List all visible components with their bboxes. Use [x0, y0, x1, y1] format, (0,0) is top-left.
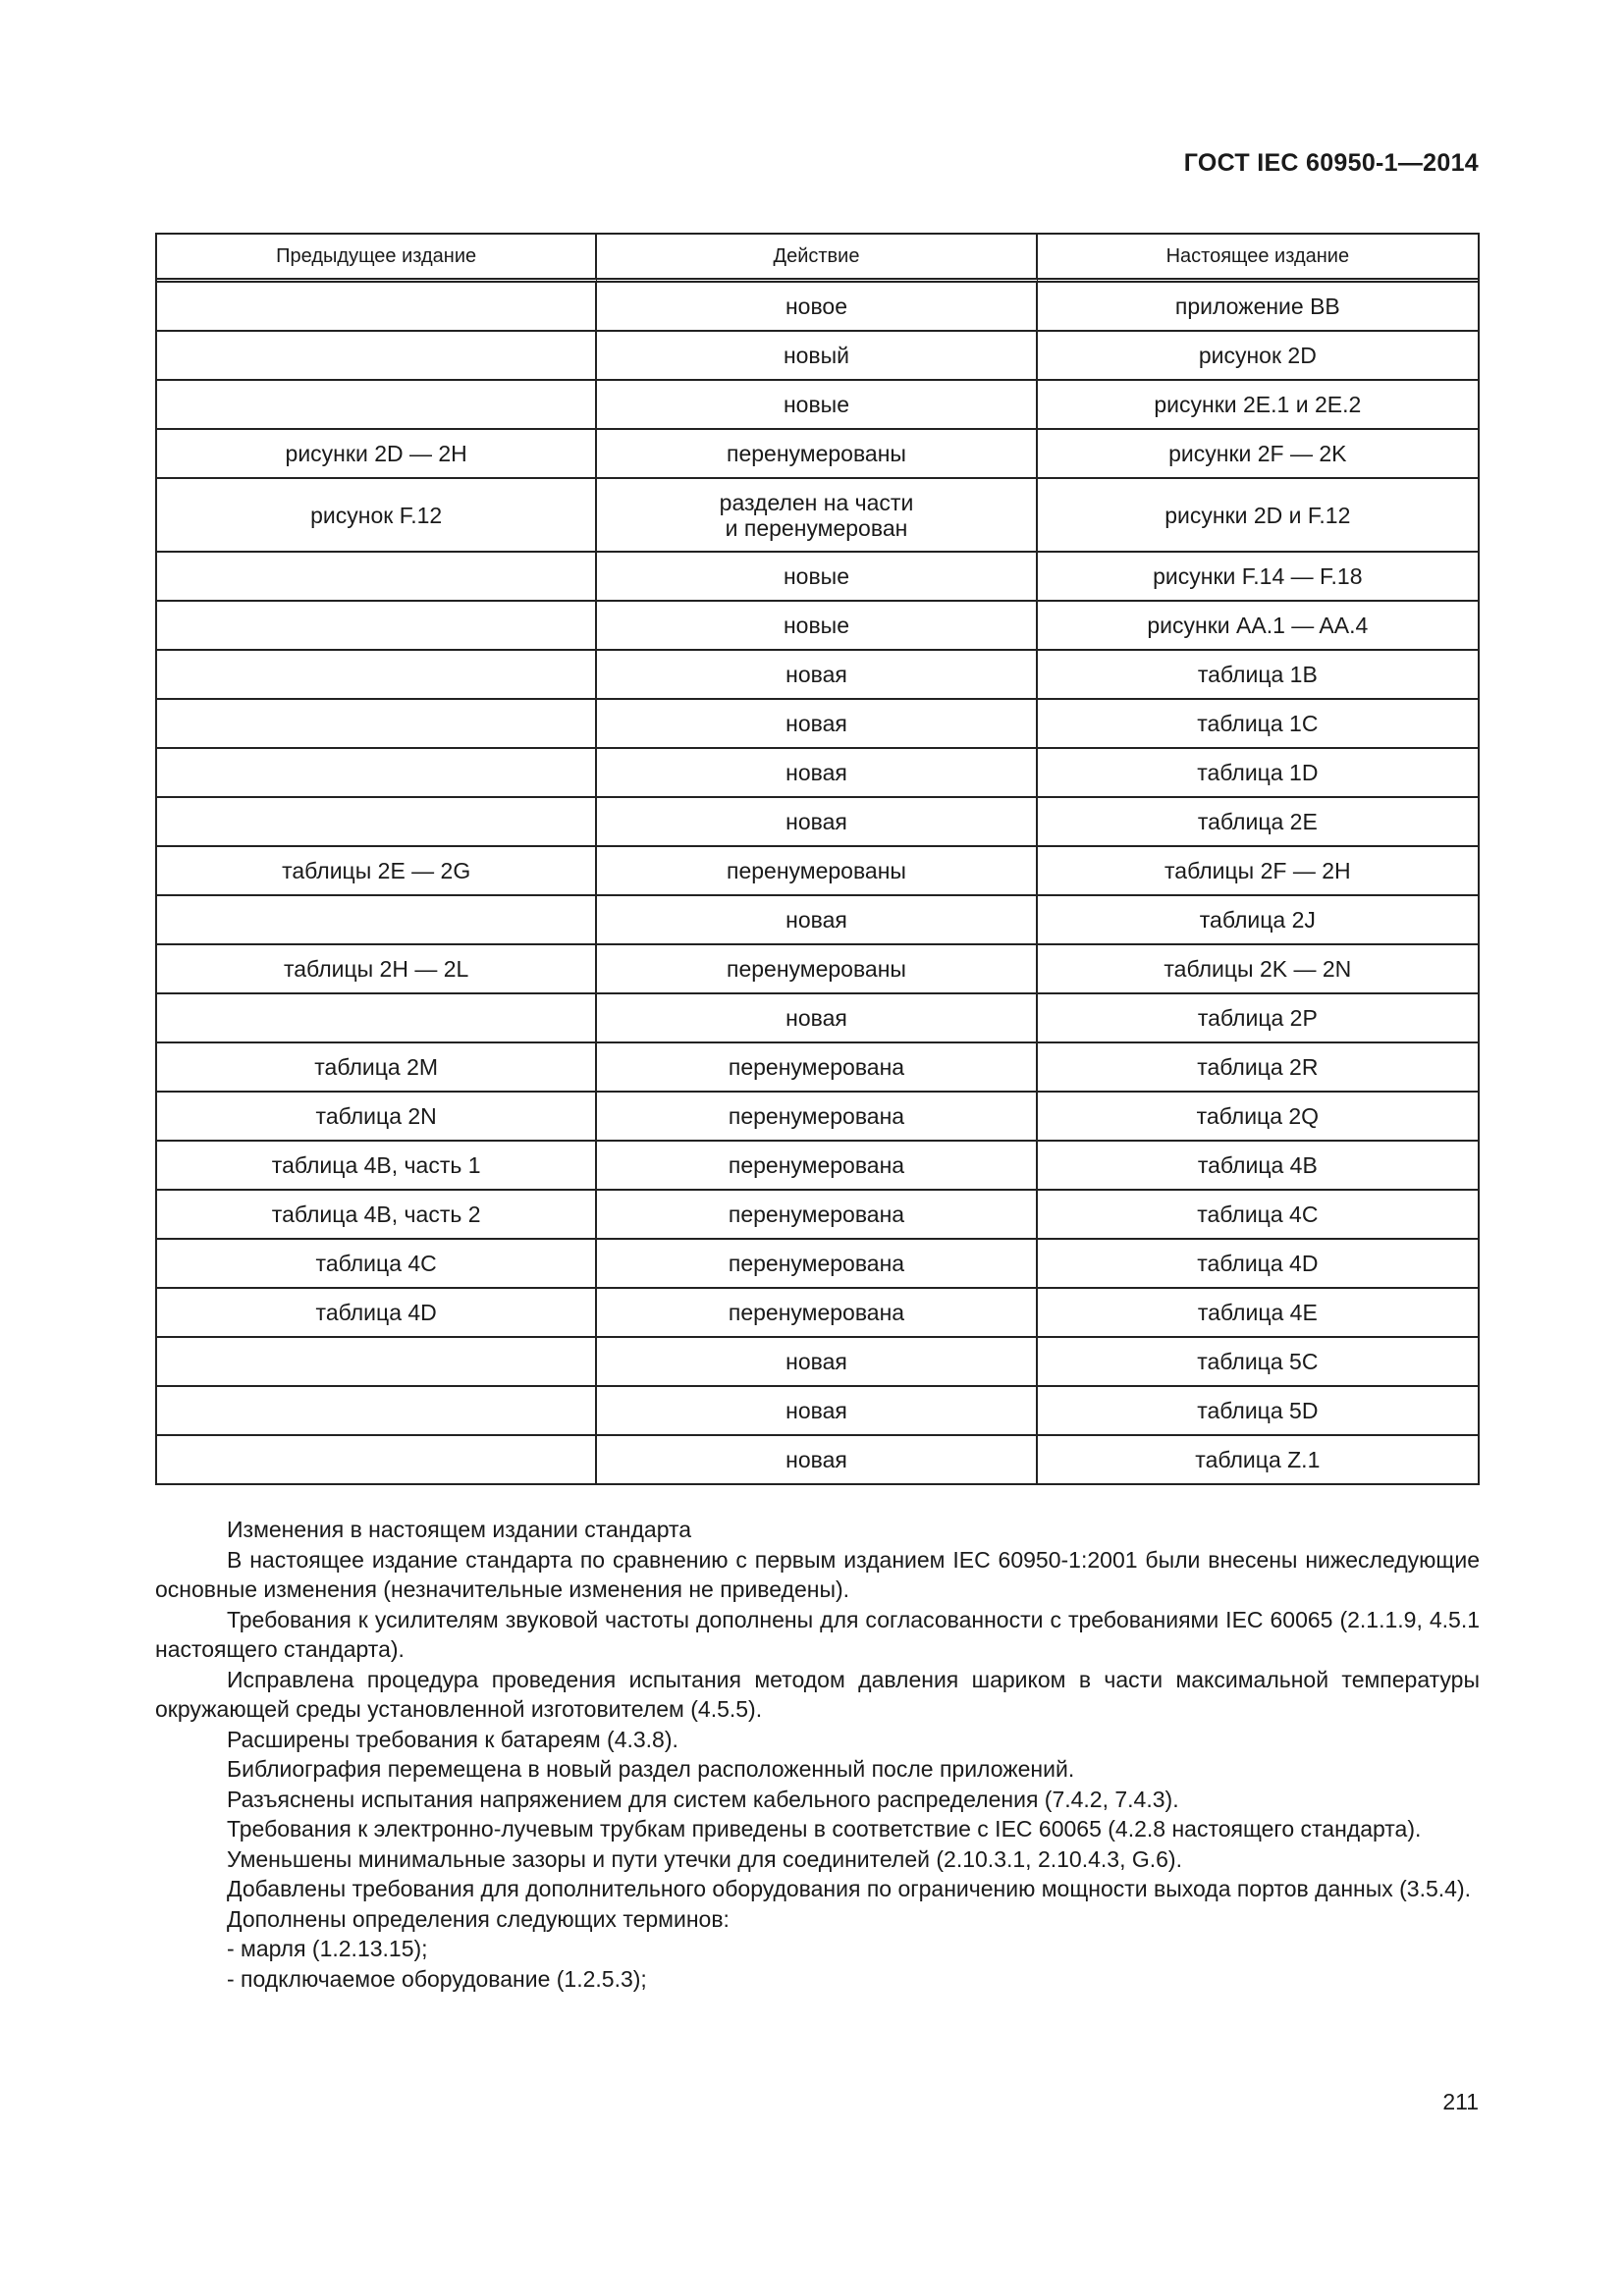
current-edition-cell: рисунки AA.1 — AA.4 — [1038, 602, 1478, 651]
previous-edition-cell — [157, 1338, 597, 1387]
action-cell: перенумерована — [597, 1093, 1037, 1142]
table-row — [157, 332, 1478, 381]
table-row — [157, 1338, 1478, 1387]
table-row — [157, 1240, 1478, 1289]
column-header: Настоящее издание — [1038, 235, 1478, 283]
previous-edition-cell: таблица 4C — [157, 1240, 597, 1289]
table-row — [157, 553, 1478, 602]
paragraph: Добавлены требования для дополнительного оборудования по ограничению мощности выхода портов данных (3.5.4). — [227, 1876, 1472, 1901]
previous-edition-cell: рисунок F.12 — [157, 479, 597, 553]
previous-edition-cell — [157, 283, 597, 332]
table-row — [157, 1043, 1478, 1093]
action-cell: новая — [597, 994, 1037, 1043]
previous-edition-cell: таблицы 2H — 2L — [157, 945, 597, 994]
current-edition-cell: таблица 4E — [1038, 1289, 1478, 1338]
table-header-row — [157, 235, 1478, 283]
action-cell: разделен на части и перенумерован — [597, 479, 1037, 553]
paragraph: Требования к усилителям звуковой частоты дополнены для согласованности с требованиями IEC 60065 (2.1.1.9, 4.5.1 настоящего стандарта). — [155, 1606, 1480, 1662]
current-edition-cell: таблица 1C — [1038, 700, 1478, 749]
current-edition-cell: таблица 5C — [1038, 1338, 1478, 1387]
previous-edition-cell — [157, 381, 597, 430]
paragraph: Требования к электронно-лучевым трубкам приведены в соответствие с IEC 60065 (4.2.8 настоящего стандарта). — [227, 1816, 1422, 1842]
previous-edition-cell — [157, 1436, 597, 1483]
table-body — [157, 283, 1478, 1483]
action-cell: новое — [597, 283, 1037, 332]
table-row — [157, 381, 1478, 430]
previous-edition-cell — [157, 896, 597, 945]
current-edition-cell: таблица 2R — [1038, 1043, 1478, 1093]
action-cell: перенумерована — [597, 1289, 1037, 1338]
action-cell: новая — [597, 896, 1037, 945]
current-edition-cell: таблица 4D — [1038, 1240, 1478, 1289]
table-row — [157, 283, 1478, 332]
action-cell: новая — [597, 749, 1037, 798]
standard-code-header: ГОСТ IEC 60950-1—2014 — [1183, 149, 1479, 177]
previous-edition-cell — [157, 602, 597, 651]
previous-edition-cell — [157, 994, 597, 1043]
current-edition-cell: таблица 2E — [1038, 798, 1478, 847]
action-cell: новая — [597, 651, 1037, 700]
paragraph: В настоящее издание стандарта по сравнению с первым изданием IEC 60950-1:2001 были внесены нижеследующие основные изменения (незначительные изменения не приведены). — [155, 1546, 1480, 1602]
previous-edition-cell — [157, 749, 597, 798]
current-edition-cell: таблица 4C — [1038, 1191, 1478, 1240]
table-row — [157, 1093, 1478, 1142]
current-edition-cell: рисунки 2E.1 и 2E.2 — [1038, 381, 1478, 430]
action-cell: новые — [597, 381, 1037, 430]
action-cell: новая — [597, 700, 1037, 749]
current-edition-cell: рисунки F.14 — F.18 — [1038, 553, 1478, 602]
action-cell: новые — [597, 602, 1037, 651]
table-row — [157, 798, 1478, 847]
action-cell: новая — [597, 1387, 1037, 1436]
current-edition-cell: таблица 1D — [1038, 749, 1478, 798]
table-row — [157, 1289, 1478, 1338]
table-row — [157, 847, 1478, 896]
action-cell: новая — [597, 1436, 1037, 1483]
column-header: Действие — [597, 235, 1037, 283]
action-cell: перенумерованы — [597, 430, 1037, 479]
table-row — [157, 700, 1478, 749]
list-item: - подключаемое оборудование (1.2.5.3); — [227, 1965, 647, 1992]
action-cell: перенумерована — [597, 1191, 1037, 1240]
paragraph: Разъяснены испытания напряжением для систем кабельного распределения (7.4.2, 7.4.3). — [227, 1786, 1179, 1812]
action-cell: новый — [597, 332, 1037, 381]
table-row — [157, 1191, 1478, 1240]
previous-edition-cell: рисунки 2D — 2H — [157, 430, 597, 479]
changes-table — [155, 233, 1480, 1485]
table-row — [157, 994, 1478, 1043]
paragraph: Расширены требования к батареям (4.3.8). — [227, 1726, 678, 1752]
action-cell: новые — [597, 553, 1037, 602]
paragraph: Библиография перемещена в новый раздел расположенный после приложений. — [227, 1756, 1075, 1782]
table-row — [157, 430, 1478, 479]
previous-edition-cell: таблица 4B, часть 2 — [157, 1191, 597, 1240]
previous-edition-cell — [157, 700, 597, 749]
current-edition-cell: таблица Z.1 — [1195, 1447, 1321, 1472]
page-number: 211 — [1442, 2089, 1479, 2114]
action-cell: перенумерованы — [597, 847, 1037, 896]
action-cell: новая — [597, 1338, 1037, 1387]
current-edition-cell: таблица 1B — [1038, 651, 1478, 700]
current-edition-cell: таблица 4B — [1038, 1142, 1478, 1191]
current-edition-cell: рисунок 2D — [1038, 332, 1478, 381]
action-cell: перенумерована — [597, 1240, 1037, 1289]
previous-edition-cell — [157, 332, 597, 381]
current-edition-cell: таблицы 2K — 2N — [1038, 945, 1478, 994]
previous-edition-cell — [157, 651, 597, 700]
previous-edition-cell — [157, 1387, 597, 1436]
current-edition-cell: приложение BB — [1038, 283, 1478, 332]
previous-edition-cell: таблица 4B, часть 1 — [157, 1142, 597, 1191]
table-row — [157, 945, 1478, 994]
section-heading: Изменения в настоящем издании стандарта — [227, 1517, 692, 1542]
previous-edition-cell — [157, 798, 597, 847]
table-row — [157, 896, 1478, 945]
changes-description — [155, 1515, 1480, 1994]
current-edition-cell: рисунки 2F — 2K — [1038, 430, 1478, 479]
previous-edition-cell — [157, 553, 597, 602]
table-row — [157, 479, 1478, 553]
current-edition-cell: таблица 2Q — [1038, 1093, 1478, 1142]
table-row — [157, 1387, 1478, 1436]
current-edition-cell: рисунки 2D и F.12 — [1038, 479, 1478, 553]
action-cell: перенумерована — [597, 1142, 1037, 1191]
previous-edition-cell: таблица 4D — [157, 1289, 597, 1338]
list-item: - марля (1.2.13.15); — [227, 1936, 428, 1961]
table-row — [157, 1142, 1478, 1191]
table-row — [157, 749, 1478, 798]
paragraph: Уменьшены минимальные зазоры и пути утечки для соединителей (2.10.3.1, 2.10.4.3, G.6). — [227, 1845, 1182, 1872]
current-edition-cell: таблица 2J — [1038, 896, 1478, 945]
previous-edition-cell: таблица 2N — [157, 1093, 597, 1142]
table-row — [157, 602, 1478, 651]
current-edition-cell: таблица 5D — [1038, 1387, 1478, 1436]
action-cell: перенумерована — [597, 1043, 1037, 1093]
paragraph: Исправлена процедура проведения испытания методом давления шариком в части максимальной температуры окружающей среды установленной изготовителем (4.5.5). — [155, 1666, 1480, 1722]
table-row — [157, 1436, 1478, 1483]
paragraph: Дополнены определения следующих терминов: — [227, 1905, 730, 1932]
previous-edition-cell: таблица 2M — [157, 1043, 597, 1093]
current-edition-cell: таблицы 2F — 2H — [1038, 847, 1478, 896]
current-edition-cell: таблица 2P — [1038, 994, 1478, 1043]
action-cell: новая — [597, 798, 1037, 847]
previous-edition-cell: таблицы 2E — 2G — [157, 847, 597, 896]
table-row — [157, 651, 1478, 700]
column-header: Предыдущее издание — [157, 235, 597, 283]
action-cell: перенумерованы — [597, 945, 1037, 994]
